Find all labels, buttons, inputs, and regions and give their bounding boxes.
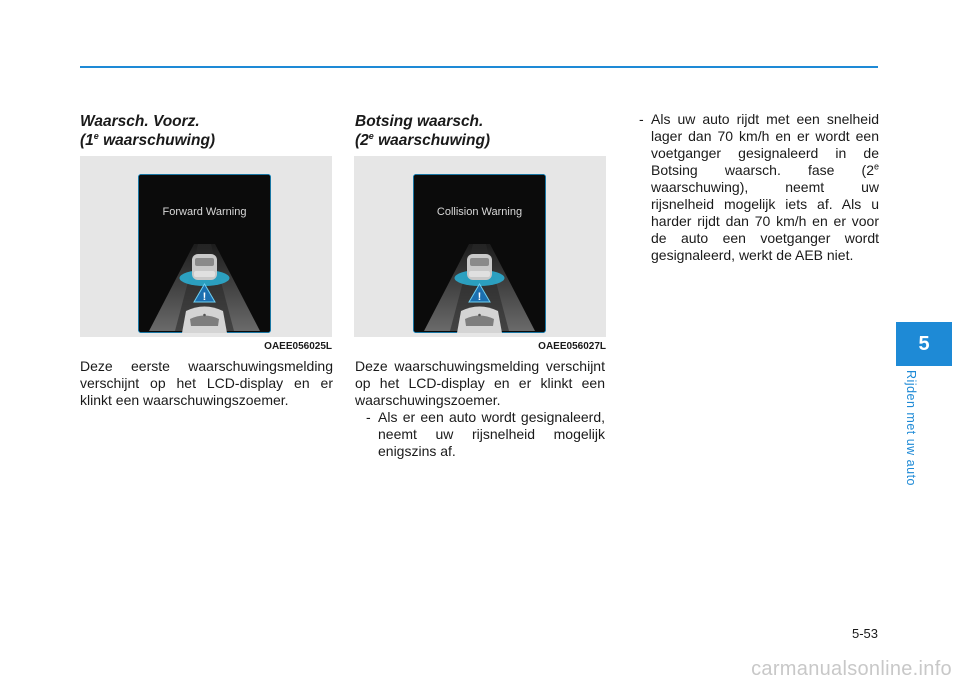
section-heading-collision-warning xyxy=(355,112,605,150)
own-car-icon xyxy=(457,307,502,334)
svg-text:!: ! xyxy=(477,291,482,303)
car-ahead-icon xyxy=(192,254,217,280)
heading-line-2: (2e waarschuwing) xyxy=(355,130,491,149)
heading-line-2: (1e waarschuwing) xyxy=(80,130,216,149)
figure-code: OAEE056025L xyxy=(264,341,332,352)
figure-forward-warning xyxy=(80,156,332,337)
bullet-dash: - xyxy=(366,409,371,425)
svg-text:!: ! xyxy=(202,291,207,303)
lcd-title: Forward Warning xyxy=(162,206,247,218)
own-car-icon xyxy=(182,307,227,334)
car-ahead-icon xyxy=(467,254,492,280)
lcd-display xyxy=(138,174,271,333)
bullet-item xyxy=(366,409,605,460)
bullet-item xyxy=(639,111,879,264)
bullet-dash: - xyxy=(639,111,644,127)
bullet-text: Als uw auto rijdt met een snelheid lager dan 70 km/h en er wordt een voetganger gesignaleerd in de Botsing waarsch. fase (2e waarschuwing), neemt uw rijsnelheid mogelijk iets af. Als u harder rijdt dan 70 km/h en er voor de auto een voetganger wordt gesignaleerd, werkt de AEB niet. xyxy=(651,111,879,263)
page-number: 5-53 xyxy=(851,626,878,641)
watermark: carmanualsonline.info xyxy=(751,658,952,680)
lcd-display xyxy=(413,174,546,333)
lcd-title: Collision Warning xyxy=(436,206,523,218)
heading-line-1: Waarsch. Voorz. xyxy=(80,113,200,130)
bullet-text: Als er een auto wordt gesignaleerd, neemt uw rijsnelheid mogelijk enigszins af. xyxy=(378,409,605,459)
chapter-number-tab: 5 xyxy=(896,322,952,366)
chapter-label: Rijden met uw auto xyxy=(904,370,918,487)
body-text: Deze waarschuwingsmelding verschijnt op het LCD-display en er klinkt een waarschuwingszoemer. xyxy=(355,358,605,408)
top-rule xyxy=(80,66,878,68)
figure-collision-warning xyxy=(354,156,606,337)
body-text: Deze eerste waarschuwingsmelding verschijnt op het LCD-display en er klinkt een waarschuwingszoemer. xyxy=(80,358,333,408)
section-heading-forward-warning xyxy=(80,112,330,150)
heading-line-1: Botsing waarsch. xyxy=(355,113,484,130)
figure-code: OAEE056027L xyxy=(538,341,606,352)
